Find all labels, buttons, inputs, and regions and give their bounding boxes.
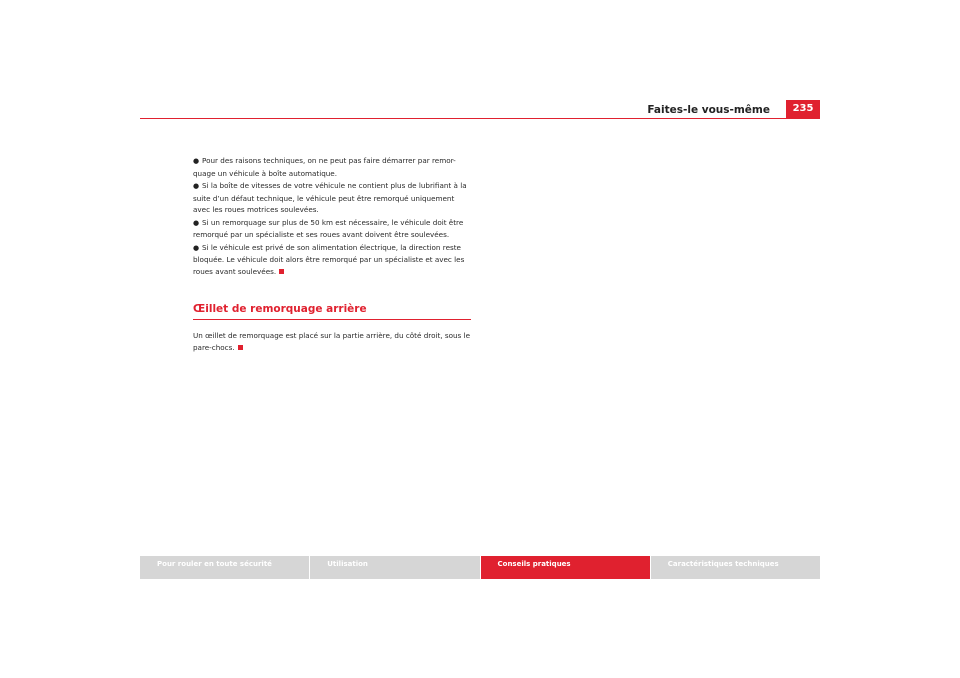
footer-tab-caracteristiques[interactable]: Caractéristiques techniques: [651, 556, 820, 579]
end-of-section-icon: [279, 269, 284, 274]
bullet-text: Si le véhicule est privé de son alimentation électrique, la direction reste bloquée. Le véhicule doit alors être remorqué par un spécialiste et avec les roues avant soulevées.: [193, 242, 465, 276]
main-content: [193, 155, 471, 353]
footer-nav: [140, 556, 820, 579]
section-paragraph: [193, 330, 471, 353]
chapter-title: Faites-le vous-même: [647, 104, 770, 116]
bullet-icon: ●: [193, 243, 200, 252]
footer-tab-utilisation[interactable]: Utilisation: [310, 556, 479, 579]
bullet-item: [193, 217, 471, 241]
bullet-icon: ●: [193, 218, 200, 227]
footer-tab-conseils-pratiques[interactable]: Conseils pratiques: [481, 556, 650, 579]
bullet-icon: ●: [193, 182, 200, 190]
bullet-item: [193, 242, 471, 278]
bullet-text: Pour des raisons techniques, on ne peut pas faire démarrer par remor-quage un véhicule à boîte automatique.: [193, 156, 456, 178]
header-divider: [140, 118, 820, 119]
section-body-text: Un œillet de remorquage est placé sur la partie arrière, du côté droit, sous le pare-chocs.: [193, 331, 470, 352]
bullet-text: Si la boîte de vitesses de votre véhicule ne contient plus de lubrifiant à la suite d’un défaut technique, le véhicule peut être remorqué uniquement avec les roues motrices soulevées.: [193, 181, 467, 214]
bullet-text: Si un remorquage sur plus de 50 km est nécessaire, le véhicule doit être remorqué par un spécialiste et ses roues avant doivent être soulevées.: [193, 217, 464, 239]
end-of-section-icon: [238, 345, 243, 350]
bullet-item: [193, 155, 471, 179]
bullet-item: [193, 180, 471, 216]
bullet-icon: ●: [193, 157, 200, 165]
section-heading: Œillet de remorquage arrière: [193, 303, 471, 320]
footer-tab-securite[interactable]: Pour rouler en toute sécurité: [140, 556, 309, 579]
page-number-badge: 235: [786, 100, 820, 118]
